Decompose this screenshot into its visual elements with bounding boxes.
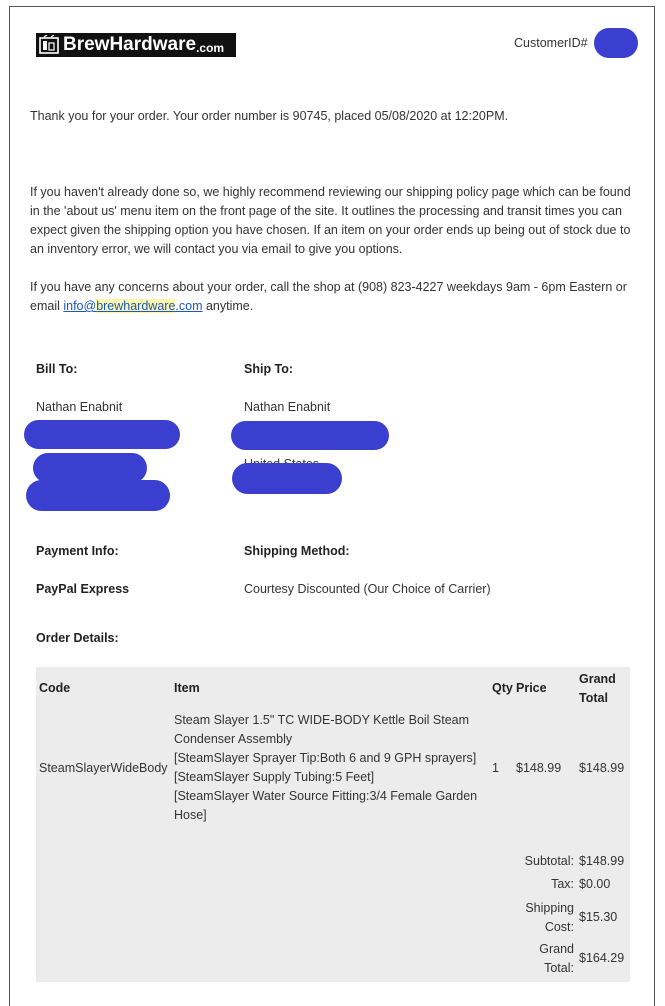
email-domain: brewhardware bbox=[96, 299, 176, 313]
brew-kettle-logo-icon bbox=[39, 35, 61, 55]
ship-to-label: Ship To: bbox=[244, 362, 294, 376]
shipping-method-label: Shipping Method: bbox=[244, 544, 350, 558]
subtotal-label: Subtotal: bbox=[524, 854, 574, 868]
payment-method-value: PayPal Express bbox=[36, 582, 130, 596]
grand-total-value: $164.29 bbox=[579, 951, 625, 965]
bill-to-name: Nathan Enabnit bbox=[36, 400, 123, 414]
column-header-code: Code bbox=[39, 681, 71, 695]
order-details-table bbox=[36, 667, 630, 982]
row-total: $148.99 bbox=[579, 761, 625, 775]
shipping-cost-label-line-1: Shipping bbox=[525, 901, 574, 915]
bill-address-redaction-3 bbox=[26, 480, 170, 511]
shipping-cost-label-line-2: Cost: bbox=[544, 920, 574, 934]
grand-total-header-line-1: Grand bbox=[579, 672, 616, 686]
ship-to-name: Nathan Enabnit bbox=[244, 400, 331, 414]
shipping-method-value: Courtesy Discounted (Our Choice of Carrier) bbox=[244, 582, 491, 596]
tax-value: $0.00 bbox=[579, 877, 611, 891]
item-line: Condenser Assembly bbox=[174, 732, 293, 746]
order-confirmation-line: Thank you for your order. Your order number is 90745, placed 05/08/2020 at 12:20PM. bbox=[30, 109, 509, 123]
shipping-policy-notice: If you haven't already done so, we highly recommend reviewing our shipping policy page which can be found in the 'about us' menu item on the front page of the site. It outlines the processing and transit times you can expect given the shipping option you have chosen. If an item on your order ends up being out of stock due to an inventory error, we will contact you via email to give you options. bbox=[30, 185, 631, 256]
bill-address-redaction-2 bbox=[33, 453, 147, 483]
bill-address-redaction-1 bbox=[24, 420, 180, 449]
contact-paragraph bbox=[30, 278, 635, 316]
column-header-price: Price bbox=[516, 681, 547, 695]
customer-id-label: CustomerID# bbox=[514, 36, 588, 50]
subtotal-value: $148.99 bbox=[579, 854, 625, 868]
shipping-cost-label bbox=[525, 899, 574, 937]
item-line: Steam Slayer 1.5" TC WIDE-BODY Kettle Boil Steam bbox=[174, 713, 470, 727]
email-user: info@ bbox=[63, 299, 97, 313]
ship-address-redaction-2 bbox=[232, 463, 342, 494]
column-header-qty: Qty bbox=[492, 681, 513, 695]
logo-brand-text: BrewHardware bbox=[63, 34, 197, 55]
email-tld: .com bbox=[175, 299, 203, 313]
tax-label: Tax: bbox=[551, 877, 574, 891]
grand-total-header-line-2: Total bbox=[579, 691, 608, 705]
item-line: [SteamSlayer Supply Tubing:5 Feet] bbox=[174, 770, 375, 784]
logo-tld-text: .com bbox=[196, 40, 225, 55]
support-email-link[interactable] bbox=[63, 299, 202, 313]
customer-id-redaction bbox=[594, 28, 638, 58]
row-code: SteamSlayerWideBody bbox=[39, 761, 168, 775]
column-header-item: Item bbox=[174, 681, 200, 695]
column-header-grand-total bbox=[579, 670, 616, 708]
payment-info-label: Payment Info: bbox=[36, 544, 119, 558]
row-qty: 1 bbox=[492, 761, 499, 775]
item-line: Hose] bbox=[174, 808, 207, 822]
shipping-cost-value: $15.30 bbox=[579, 910, 618, 924]
grand-total-label-line-2: Total: bbox=[544, 961, 574, 975]
bill-to-label: Bill To: bbox=[36, 362, 78, 376]
row-item-description bbox=[174, 711, 494, 825]
brewhardware-logo[interactable] bbox=[36, 33, 236, 57]
grand-total-label-line-1: Grand bbox=[539, 942, 574, 956]
order-details-label: Order Details: bbox=[36, 631, 119, 645]
item-line: [SteamSlayer Sprayer Tip:Both 6 and 9 GPH sprayers] bbox=[174, 751, 477, 765]
row-price: $148.99 bbox=[516, 761, 562, 775]
contact-text-before: If you have any concerns about your order, call the shop at (908) 823-4227 weekdays 9am - 6pm Eastern or email bbox=[30, 280, 627, 313]
contact-text-after: anytime. bbox=[202, 299, 254, 313]
grand-total-label bbox=[539, 940, 574, 978]
ship-address-redaction-1 bbox=[231, 421, 389, 450]
item-line: [SteamSlayer Water Source Fitting:3/4 Female Garden bbox=[174, 789, 478, 803]
